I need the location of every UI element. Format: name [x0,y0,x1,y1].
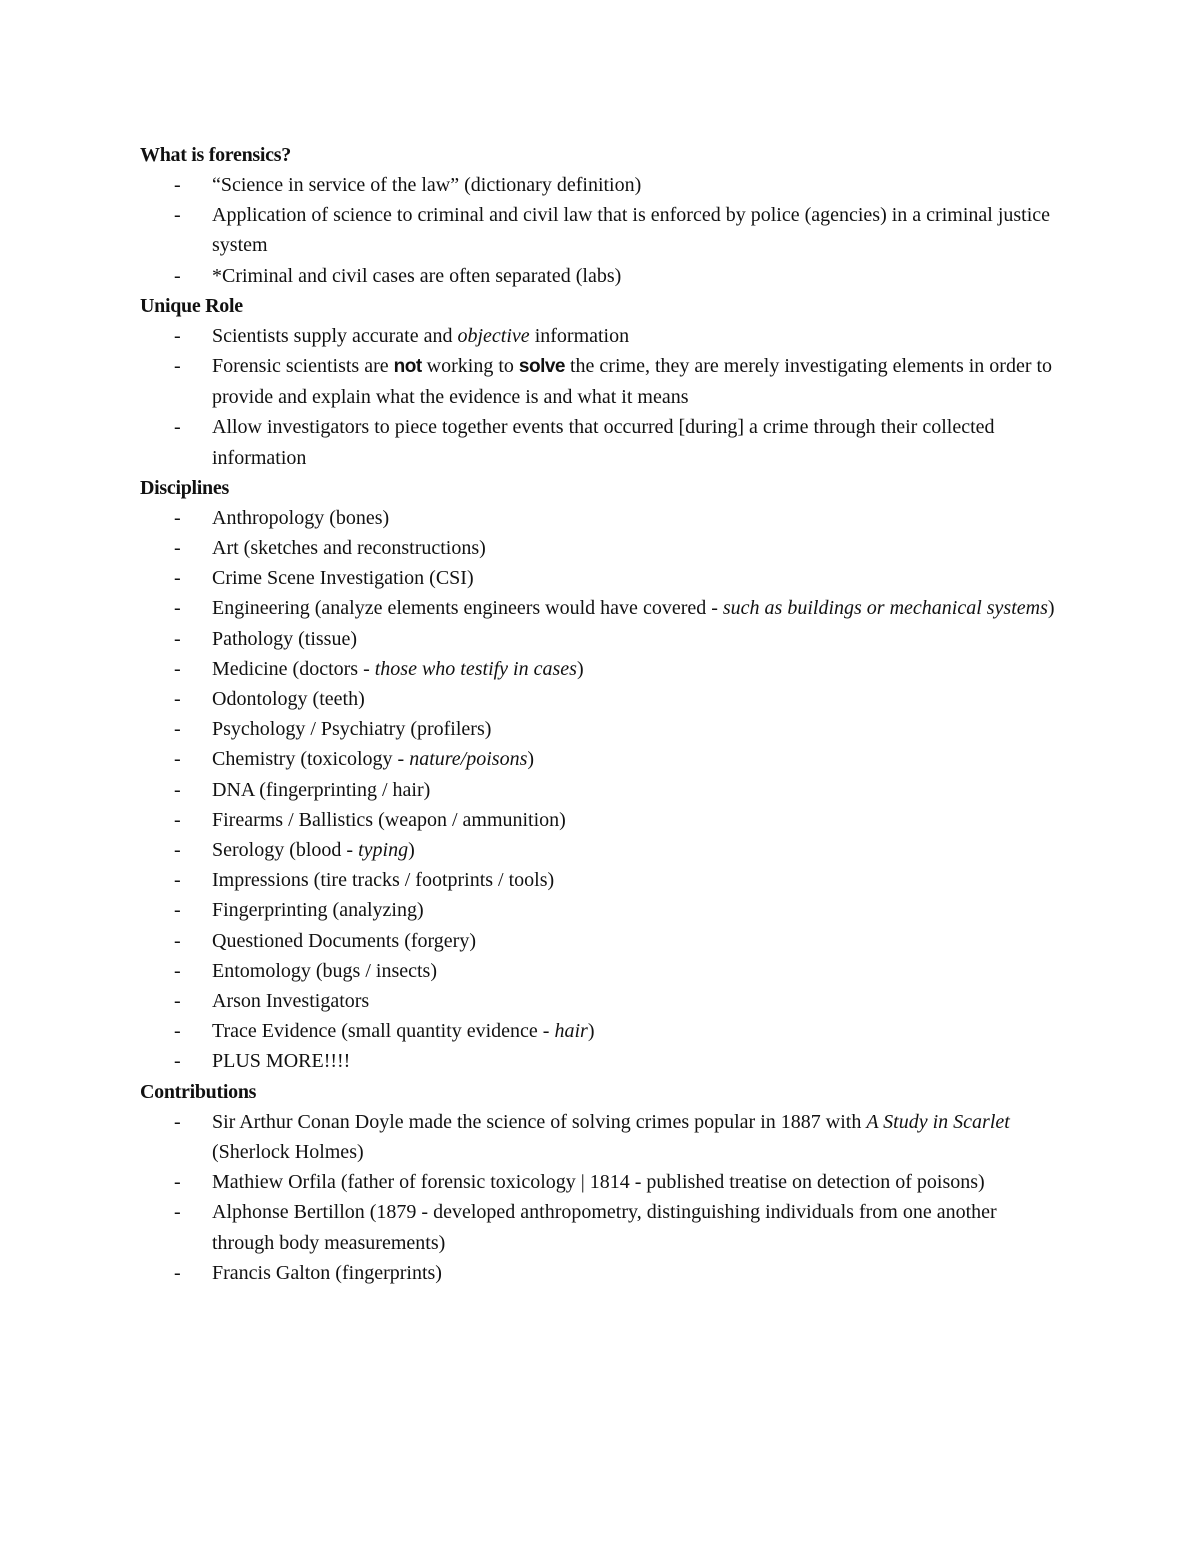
bold-text: solve [518,356,565,378]
list-item [140,835,1060,865]
list-item [140,533,1060,563]
dash-bullet-icon: - [174,959,181,982]
dash-bullet-icon: - [174,1171,181,1194]
list-item [140,1107,1060,1167]
list-item [140,351,1060,412]
dash-bullet-icon: - [174,416,181,439]
dash-bullet-icon: - [174,537,181,560]
dash-bullet-icon: - [174,778,181,801]
item-text: Francis Galton (fingerprints) [212,1261,442,1284]
bullet-list [140,170,1060,291]
list-item [140,412,1060,472]
section-1 [140,291,1060,473]
dash-bullet-icon: - [174,929,181,952]
list-item [140,170,1060,200]
bullet-list [140,503,1060,1077]
list-item [140,624,1060,654]
item-text: Arson Investigators [212,990,370,1013]
item-text: Art (sketches and reconstructions) [212,537,486,560]
list-item [140,1197,1060,1257]
dash-bullet-icon: - [174,506,181,529]
list-item [140,775,1060,805]
dash-bullet-icon: - [174,808,181,831]
section-heading: Contributions [140,1080,257,1103]
dash-bullet-icon: - [174,1020,181,1043]
dash-bullet-icon: - [174,990,181,1013]
dash-bullet-icon: - [174,1261,181,1284]
item-text: ) [408,839,415,862]
dash-bullet-icon: - [174,597,181,620]
list-item [140,563,1060,593]
list-item [140,684,1060,714]
dash-bullet-icon: - [174,657,181,680]
item-text: the crime, they are merely investigating elements in order to provide and explain what the evidence is and what it means [212,355,1053,409]
list-item [140,1016,1060,1046]
section-heading: Disciplines [140,476,229,499]
list-item [140,1258,1060,1288]
item-text: Medicine (doctors - [212,657,375,680]
list-item [140,865,1060,895]
item-text: Alphonse Bertillon (1879 - developed anthropometry, distinguishing individuals from one another through body measurements) [212,1201,997,1254]
dash-bullet-icon: - [174,1050,181,1073]
bullet-list [140,321,1060,473]
italic-text: A Study in Scarlet [866,1110,1010,1133]
item-text: *Criminal and civil cases are often separated (labs) [212,264,622,287]
list-item [140,261,1060,291]
italic-text: those who testify in cases [374,657,577,680]
list-item [140,744,1060,774]
section-heading: What is forensics? [140,144,291,166]
item-text: Odontology (teeth) [212,688,365,711]
dash-bullet-icon: - [174,748,181,771]
item-text: (Sherlock Holmes) [212,1140,364,1163]
item-text: Trace Evidence (small quantity evidence - [212,1020,555,1043]
item-text: Fingerprinting (analyzing) [212,899,424,922]
list-item [140,1046,1060,1076]
item-text: Crime Scene Investigation (CSI) [212,567,474,590]
dash-bullet-icon: - [174,324,181,347]
italic-text: typing [358,839,409,862]
section-heading: Unique Role [140,294,243,317]
item-text: Questioned Documents (forgery) [212,929,477,952]
list-item [140,593,1060,623]
italic-text: objective [457,324,530,347]
list-item [140,1167,1060,1197]
italic-text: such as buildings or mechanical systems [722,597,1048,620]
list-item [140,321,1060,351]
item-text: Pathology (tissue) [212,627,357,650]
dash-bullet-icon: - [174,627,181,650]
section-3 [140,1077,1060,1288]
item-text: Scientists supply accurate and [212,324,458,347]
dash-bullet-icon: - [174,355,181,378]
item-text: Firearms / Ballistics (weapon / ammunition) [212,808,566,831]
dash-bullet-icon: - [174,1110,181,1133]
italic-text: hair [554,1020,588,1043]
list-item [140,503,1060,533]
dash-bullet-icon: - [174,899,181,922]
list-item [140,926,1060,956]
item-text: Forensic scientists are [212,355,394,378]
dash-bullet-icon: - [174,688,181,711]
section-2 [140,473,1060,1077]
dash-bullet-icon: - [174,1201,181,1224]
list-item [140,986,1060,1016]
dash-bullet-icon: - [174,264,181,287]
dash-bullet-icon: - [174,567,181,590]
item-text: ) [576,657,584,680]
item-text: Engineering (analyze elements engineers would have covered - [212,597,723,620]
item-text: Anthropology (bones) [212,506,390,529]
item-text: Allow investigators to piece together events that occurred [during] a crime through their collected information [212,416,995,469]
item-text: Application of science to criminal and civil law that is enforced by police (agencies) in a criminal justice system [212,204,1051,257]
item-text: “Science in service of the law” (dictionary definition) [212,174,642,196]
list-item [140,654,1060,684]
list-item [140,200,1060,260]
italic-text: nature/poisons [409,748,528,771]
list-item [140,805,1060,835]
list-item [140,895,1060,925]
item-text: ) [1047,597,1055,620]
dash-bullet-icon: - [174,204,181,227]
dash-bullet-icon: - [174,174,181,196]
item-text: Sir Arthur Conan Doyle made the science of solving crimes popular in 1887 with [212,1110,867,1133]
bold-text: not [393,356,422,378]
item-text: Entomology (bugs / insects) [212,959,437,982]
item-text: Serology (blood - [212,839,359,862]
dash-bullet-icon: - [174,718,181,741]
item-text: Psychology / Psychiatry (profilers) [212,718,492,741]
item-text: ) [587,1020,595,1043]
item-text: working to [421,355,519,378]
item-text: DNA (fingerprinting / hair) [212,778,431,801]
bullet-list [140,1107,1060,1288]
item-text: information [529,324,630,347]
item-text: PLUS MORE!!!! [212,1050,351,1073]
section-0 [140,140,1060,291]
document-body [140,140,1060,1288]
dash-bullet-icon: - [174,839,181,862]
item-text: Impressions (tire tracks / footprints / tools) [212,869,555,892]
list-item [140,956,1060,986]
item-text: ) [527,748,535,771]
item-text: Mathiew Orfila (father of forensic toxicology | 1814 - published treatise on detection of poisons) [212,1171,985,1194]
dash-bullet-icon: - [174,869,181,892]
item-text: Chemistry (toxicology - [212,748,410,771]
list-item [140,714,1060,744]
